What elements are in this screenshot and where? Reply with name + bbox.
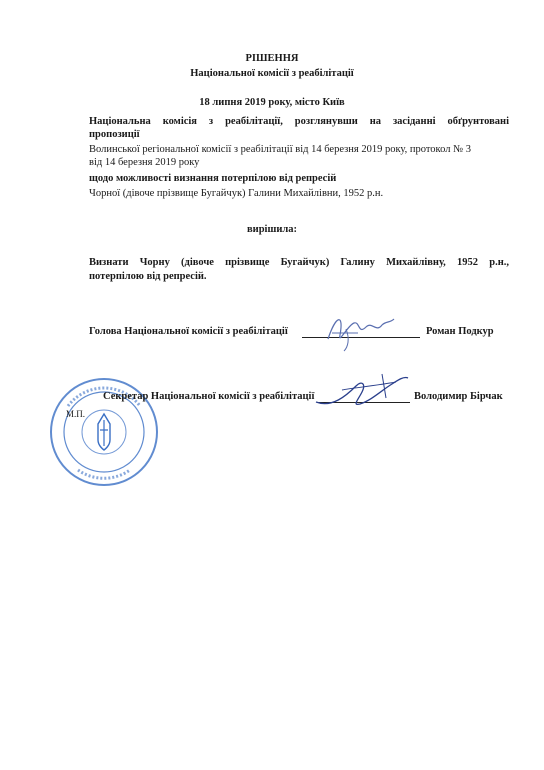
secretary-name: Володимир Бірчак (414, 391, 503, 402)
document-subtitle: Національної комісії з реабілітації (190, 68, 354, 79)
decided-label: вирішила: (246, 224, 298, 235)
proposal-line-1: Волинської регіональної комісії з реабілітації від 14 березня 2019 року, протокол № 3 (89, 144, 471, 155)
date-place: 18 липня 2019 року, місто Київ (199, 97, 345, 108)
document-title: РІШЕННЯ (245, 53, 299, 64)
decision-line-1: Визнати Чорну (дівоче прізвище Бугайчук) Галину Михайлівну, 1952 р.н., (89, 257, 509, 268)
decision-line-2: потерпілою від репресій. (89, 271, 207, 282)
seal-mark: М.П. (66, 409, 86, 419)
regarding-line: щодо можливості визнання потерпілою від репресій (89, 173, 337, 184)
head-role: Голова Національної комісії з реабілітації (89, 326, 288, 337)
intro-line-1: Національна комісія з реабілітації, розглянувши на засіданні обґрунтовані (89, 116, 509, 127)
person-line: Чорної (дівоче прізвище Бугайчук) Галини Михайлівни, 1952 р.н. (89, 188, 384, 199)
head-name: Роман Подкур (426, 326, 494, 337)
secretary-signature-icon (312, 368, 412, 416)
intro-line-2: пропозиції (89, 129, 140, 140)
secretary-role: Секретар Національної комісії з реабілітації (103, 391, 315, 402)
head-signature-icon (318, 305, 398, 355)
proposal-line-2: від 14 березня 2019 року (89, 157, 200, 168)
